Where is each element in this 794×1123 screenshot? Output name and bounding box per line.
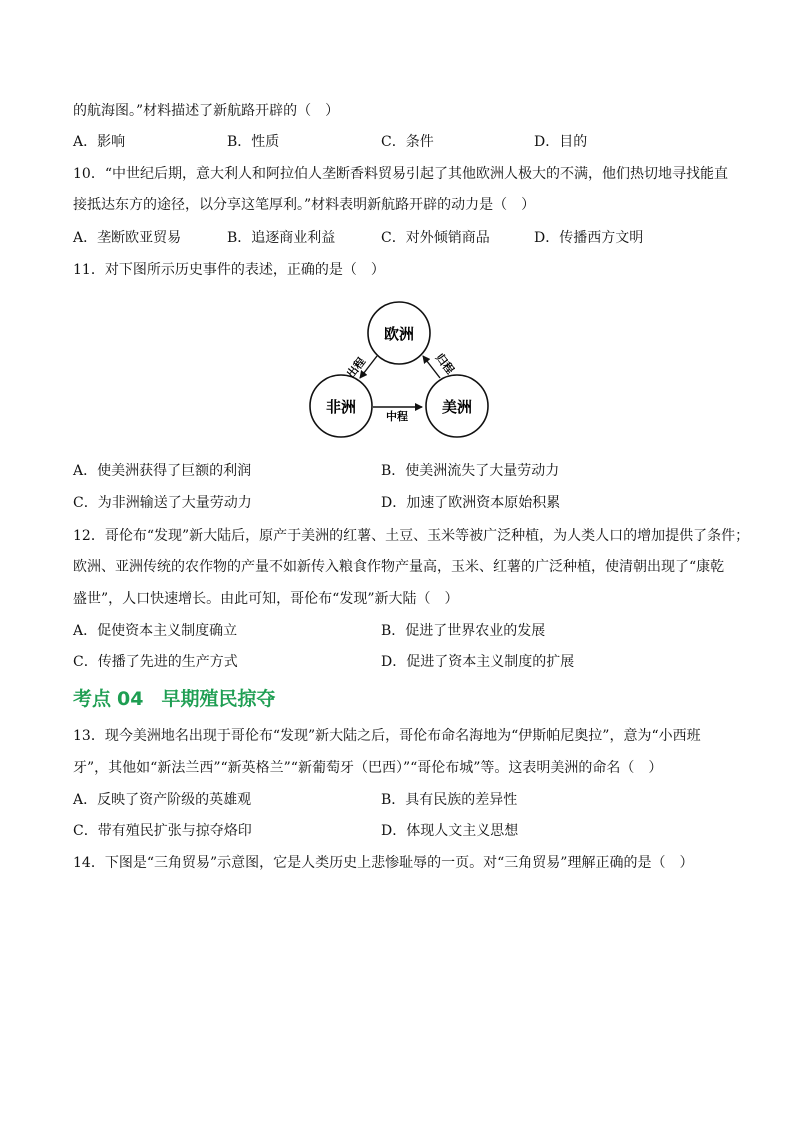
q12-option-c[interactable]: C．传播了先进的生产方式 [73,654,238,670]
q9-option-d[interactable]: D．目的 [534,134,588,150]
section-title: 早期殖民掠夺 [161,688,276,710]
q10-option-b[interactable]: B．追逐商业利益 [227,230,336,246]
triangle-trade-diagram [304,298,494,440]
q12-option-a[interactable]: A．促使资本主义制度确立 [73,623,238,639]
section-number: 04 [117,688,144,710]
q9-stem-continuation: 的航海图。”材料描述了新航路开辟的（ ） [73,103,340,119]
node-africa-label: 非洲 [325,398,357,416]
section-prefix: 考点 [73,688,112,710]
q12-stem-line-3: 盛世”，人口快速增长。由此可知，哥伦布“发现”新大陆（ ） [73,591,459,607]
q11-stem: 11．对下图所示历史事件的表述，正确的是（ ） [73,262,385,278]
q13-stem-line-2: 牙”，其他如“新法兰西”“新英格兰”“新葡萄牙（巴西）”“哥伦布城”等。这表明美洲的命名（ ） [73,760,663,776]
q14-stem: 14．下图是“三角贸易”示意图，它是人类历史上悲惨耻辱的一页。对“三角贸易”理解正确的是（ ） [73,855,694,871]
q10-option-d[interactable]: D．传播西方文明 [534,230,644,246]
section-heading [73,686,275,712]
q9-option-b[interactable]: B．性质 [227,134,280,150]
q12-option-d[interactable]: D．促进了资本主义制度的扩展 [381,654,575,670]
q11-option-c[interactable]: C．为非洲输送了大量劳动力 [73,495,252,511]
q12-stem-line-1: 12．哥伦布“发现”新大陆后，原产于美洲的红薯、土豆、玉米等被广泛种植，为人类人口的增加提供了条件； [73,528,750,544]
return-label: 归程 [432,351,457,377]
q10-option-a[interactable]: A．垄断欧亚贸易 [73,230,182,246]
q11-option-a[interactable]: A．使美洲获得了巨额的利润 [73,463,252,479]
node-america-label: 美洲 [441,398,473,416]
q11-option-b[interactable]: B．使美洲流失了大量劳动力 [381,463,560,479]
middle-passage-label: 中程 [386,410,408,423]
q10-stem-line-1: 10．“中世纪后期，意大利人和阿拉伯人垄断香料贸易引起了其他欧洲人极大的不满，他们热切地寻找能直 [73,166,728,182]
node-europe-label: 欧洲 [383,325,415,343]
q11-option-d[interactable]: D．加速了欧洲资本原始积累 [381,495,561,511]
q13-option-d[interactable]: D．体现人文主义思想 [381,823,519,839]
q12-stem-line-2: 欧洲、亚洲传统的农作物的产量不如新传入粮食作物产量高，玉米、红薯的广泛种植，使清朝出现了“康乾 [73,559,725,575]
q13-option-c[interactable]: C．带有殖民扩张与掠夺烙印 [73,823,252,839]
q10-option-c[interactable]: C．对外倾销商品 [381,230,490,246]
q13-option-b[interactable]: B．具有民族的差异性 [381,792,518,808]
q9-option-a[interactable]: A．影响 [73,134,126,150]
q12-option-b[interactable]: B．促进了世界农业的发展 [381,623,546,639]
q13-option-a[interactable]: A．反映了资产阶级的英雄观 [73,792,252,808]
outbound-label: 出程 [344,355,369,381]
q13-stem-line-1: 13．现今美洲地名出现于哥伦布“发现”新大陆之后，哥伦布命名海地为“伊斯帕尼奥拉”，意为“小西班 [73,728,701,744]
q10-stem-line-2: 接抵达东方的途径，以分享这笔厚利。”材料表明新航路开辟的动力是（ ） [73,197,536,213]
q9-option-c[interactable]: C．条件 [381,134,434,150]
